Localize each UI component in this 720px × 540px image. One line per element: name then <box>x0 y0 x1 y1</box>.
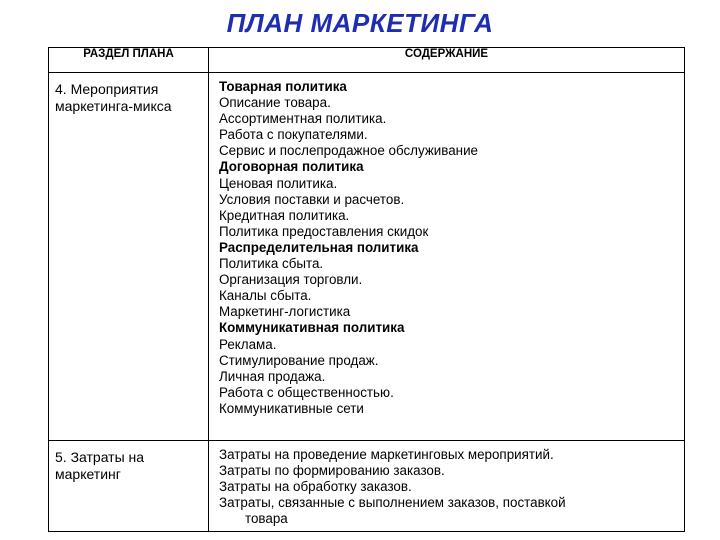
content-line: Политика сбыта. <box>219 256 324 272</box>
section-label-line: 5. Затраты на <box>55 448 145 465</box>
content-line: Реклама. <box>219 336 277 352</box>
content-line: Сервис и послепродажное обслуживание <box>219 143 478 159</box>
content-line: Каналы сбыта. <box>219 288 312 304</box>
column-header-section: РАЗДЕЛ ПЛАНА <box>49 48 209 73</box>
content-cell <box>209 73 685 441</box>
content-subheading: Коммуникативная политика <box>219 320 405 336</box>
section-label-line: маркетинг <box>55 465 121 482</box>
content-line: Кредитная политика. <box>219 207 350 223</box>
content-line: Ассортиментная политика. <box>219 111 387 127</box>
section-label-line: 4. Мероприятия <box>55 81 159 97</box>
table-row <box>49 73 685 441</box>
content-line: Затраты на обработку заказов. <box>219 479 412 495</box>
content-line: Работа с общественностью. <box>219 384 394 400</box>
section-cell <box>49 73 209 441</box>
content-subheading: Договорная политика <box>219 159 364 175</box>
content-line: Стимулирование продаж. <box>219 352 379 368</box>
content-subheading: Товарная политика <box>219 79 347 94</box>
column-header-content: СОДЕРЖАНИЕ <box>209 48 685 73</box>
content-cell <box>209 440 685 531</box>
content-line: Маркетинг-логистика <box>219 304 351 320</box>
content-line: Ценовая политика. <box>219 175 338 191</box>
marketing-plan-table <box>48 47 685 532</box>
content-subheading: Распределительная политика <box>219 239 419 255</box>
table-row <box>49 440 685 531</box>
content-line: товара <box>245 511 288 527</box>
content-line: Затраты на проведение маркетинговых мероприятий. <box>219 446 554 462</box>
content-line: Личная продажа. <box>219 368 326 384</box>
content-line: Описание товара. <box>219 95 331 111</box>
section-cell <box>49 440 209 531</box>
content-line: Организация торговли. <box>219 272 363 288</box>
section-label-line: маркетинга-микса <box>55 98 172 114</box>
content-line: Условия поставки и расчетов. <box>219 191 405 207</box>
content-line: Коммуникативные сети <box>219 400 364 416</box>
page-title: ПЛАН МАРКЕТИНГА <box>226 8 494 38</box>
content-line: Работа с покупателями. <box>219 127 368 143</box>
content-line: Затраты по формированию заказов. <box>219 463 445 479</box>
table-header-row <box>49 48 685 73</box>
content-line: Политика предоставления скидок <box>219 223 429 239</box>
content-line: Затраты, связанные с выполнением заказов, поставкой <box>219 495 566 511</box>
